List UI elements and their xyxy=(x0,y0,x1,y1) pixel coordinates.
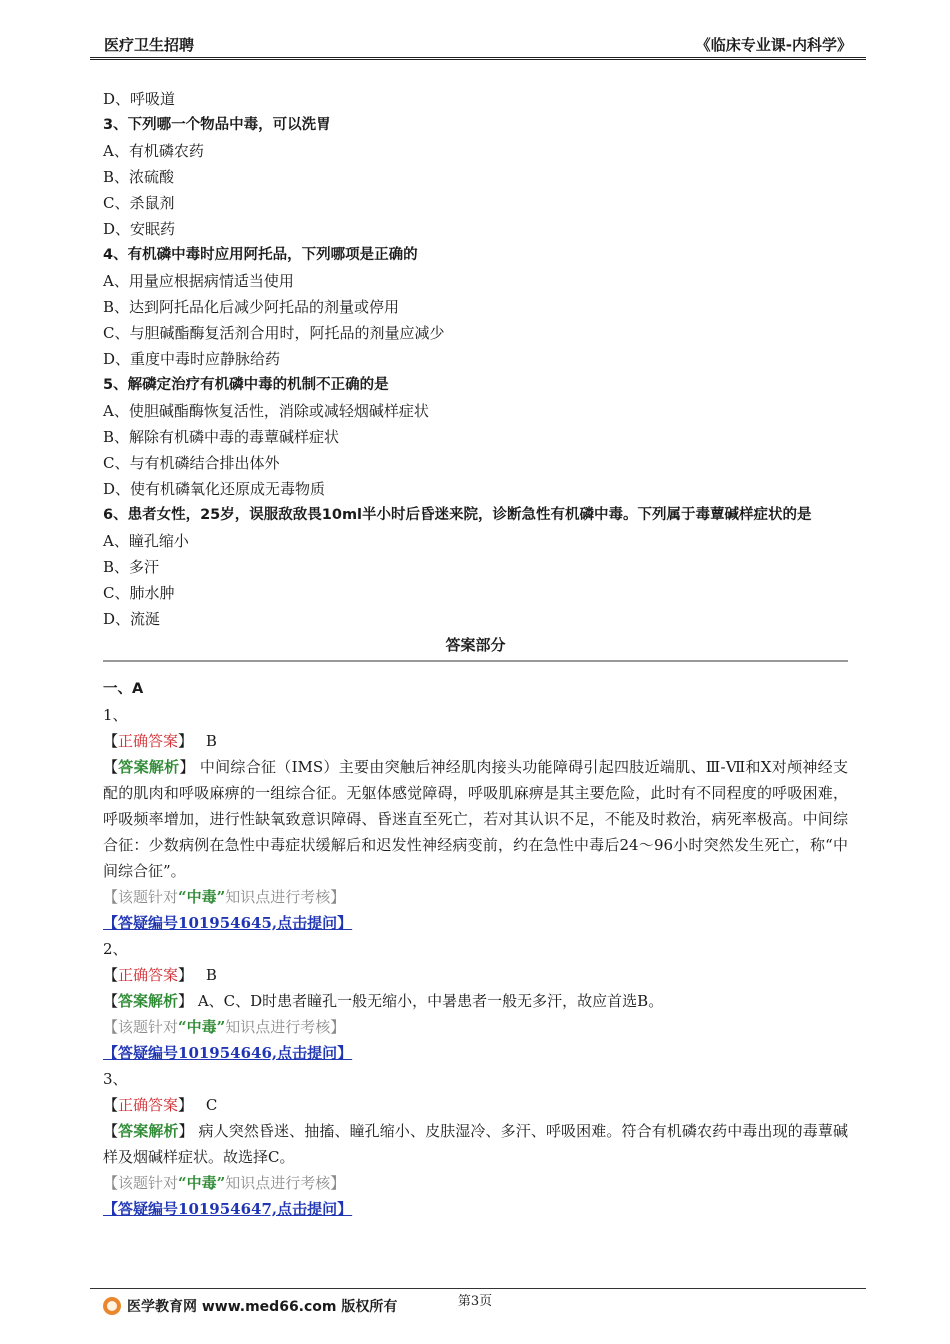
correct-answer-label: 正确答案 xyxy=(118,966,179,984)
header-right-title: 《临床专业课-内科学》 xyxy=(695,36,852,54)
topic-name: “中毒” xyxy=(178,1174,226,1192)
question-text: 4、有机磷中毒时应用阿托品，下列哪项是正确的 xyxy=(103,247,418,263)
option-text: B、解除有机磷中毒的毒蕈碱样症状 xyxy=(103,428,340,446)
correct-answer-value: B xyxy=(205,732,217,750)
page-number: 第3页 xyxy=(457,1294,493,1309)
topic-note xyxy=(103,884,848,910)
bracket-close: 】 xyxy=(179,758,195,776)
topic-prefix: 【该题针对 xyxy=(103,888,179,906)
question-text: 5、解磷定治疗有机磷中毒的机制不正确的是 xyxy=(103,377,389,393)
header-left-title: 医疗卫生招聘 xyxy=(104,36,195,54)
answer-section-title: 答案部分 xyxy=(103,632,848,662)
topic-prefix: 【该题针对 xyxy=(103,1018,179,1036)
answer-item xyxy=(103,1066,848,1222)
answer-part-heading: 一、A xyxy=(103,681,144,697)
topic-note xyxy=(103,1170,848,1196)
answer-list xyxy=(103,702,848,1222)
footer-divider xyxy=(90,1288,866,1289)
correct-answer-value: C xyxy=(205,1096,218,1114)
page-header xyxy=(90,30,866,60)
answer-analysis xyxy=(103,1118,848,1170)
question-6-option: B、多汗 xyxy=(103,558,160,576)
correct-answer-label: 正确答案 xyxy=(118,732,179,750)
footer-logo xyxy=(103,1295,397,1317)
med66-logo-icon xyxy=(103,1297,121,1315)
question-lines xyxy=(103,86,848,502)
answer-analysis xyxy=(103,988,848,1014)
question-6-option: D、流涎 xyxy=(103,610,161,628)
analysis-text: 病人突然昏迷、抽搐、瞳孔缩小、皮肤湿冷、多汗、呼吸困难。符合有机磷农药中毒出现的毒蕈碱样及烟碱样症状。故选择C。 xyxy=(103,1122,848,1166)
question-6 xyxy=(103,502,848,528)
option-text: B、达到阿托品化后减少阿托品的剂量或停用 xyxy=(103,298,400,316)
correct-answer-row xyxy=(103,1092,848,1118)
answer-item xyxy=(103,702,848,936)
ask-question-link[interactable]: 【答疑编号101954647,点击提问】 xyxy=(103,1200,353,1218)
bracket-open: 【 xyxy=(103,1096,119,1114)
answer-number: 3、 xyxy=(103,1070,128,1088)
answer-item xyxy=(103,936,848,1066)
correct-answer-value: B xyxy=(205,966,217,984)
topic-suffix: 知识点进行考核】 xyxy=(225,1174,346,1192)
option-text: A、用量应根据病情适当使用 xyxy=(103,272,294,290)
question-text: 3、下列哪一个物品中毒，可以洗胃 xyxy=(103,117,331,133)
option-text: D、呼吸道 xyxy=(103,90,176,108)
option-text: B、浓硫酸 xyxy=(103,168,175,186)
topic-name: “中毒” xyxy=(178,888,226,906)
analysis-label: 答案解析 xyxy=(118,992,179,1010)
ask-question-row xyxy=(103,1196,848,1222)
bracket-open: 【 xyxy=(103,732,119,750)
ask-question-link[interactable]: 【答疑编号101954646,点击提问】 xyxy=(103,1044,353,1062)
option-text: C、与胆碱酯酶复活剂合用时，阿托品的剂量应减少 xyxy=(103,324,445,342)
footer-site-text: 医学教育网 www.med66.com 版权所有 xyxy=(127,1299,398,1315)
option-text: D、使有机磷氧化还原成无毒物质 xyxy=(103,480,326,498)
analysis-label: 答案解析 xyxy=(118,1122,179,1140)
topic-name: “中毒” xyxy=(178,1018,226,1036)
analysis-text: A、C、D时患者瞳孔一般无缩小，中暑患者一般无多汗，故应首选B。 xyxy=(197,992,664,1010)
analysis-text: 中间综合征（IMS）主要由突触后神经肌肉接头功能障碍引起四肢近端肌、Ⅲ-Ⅶ和Ⅹ对颅神经支配的肌肉和呼吸麻痹的一组综合征。无躯体感觉障碍，呼吸肌麻痹是其主要危险，此时有不同程度的呼吸困难，呼吸频率增加，进行性缺氧致意识障碍、昏迷直至死亡，若对其认识不足，不能及时救治，病死率极高。中间综合征：少数病例在急性中毒症状缓解后和迟发性神经病变前，约在急性中毒后24～96小时突然发生死亡，称“中间综合征”。 xyxy=(103,758,848,880)
option-text: C、与有机磷结合排出体外 xyxy=(103,454,280,472)
ask-question-link[interactable]: 【答疑编号101954645,点击提问】 xyxy=(103,914,353,932)
option-text: D、安眠药 xyxy=(103,220,176,238)
topic-prefix: 【该题针对 xyxy=(103,1174,179,1192)
bracket-close: 】 xyxy=(178,732,194,750)
bracket-close: 】 xyxy=(178,1122,194,1140)
correct-answer-label: 正确答案 xyxy=(118,1096,179,1114)
bracket-open: 【 xyxy=(103,966,119,984)
topic-note xyxy=(103,1014,848,1040)
option-text: C、杀鼠剂 xyxy=(103,194,175,212)
question-6-text: 6、患者女性，25岁，误服敌敌畏10ml半小时后昏迷来院，诊断急性有机磷中毒。下列属于毒蕈碱样症状的是 xyxy=(103,507,812,523)
bracket-close: 】 xyxy=(178,966,194,984)
bracket-open: 【 xyxy=(103,758,119,776)
document-body xyxy=(103,86,848,1222)
answer-analysis xyxy=(103,754,848,884)
analysis-label: 答案解析 xyxy=(118,758,180,776)
option-text: D、重度中毒时应静脉给药 xyxy=(103,350,281,368)
bracket-open: 【 xyxy=(103,992,119,1010)
ask-question-row xyxy=(103,910,848,936)
option-text: A、使胆碱酯酶恢复活性，消除或减轻烟碱样症状 xyxy=(103,402,429,420)
correct-answer-row xyxy=(103,728,848,754)
ask-question-row xyxy=(103,1040,848,1066)
topic-suffix: 知识点进行考核】 xyxy=(225,1018,346,1036)
option-text: A、有机磷农药 xyxy=(103,142,204,160)
question-6-option: A、瞳孔缩小 xyxy=(103,532,189,550)
question-6-option: C、肺水肿 xyxy=(103,584,175,602)
bracket-close: 】 xyxy=(178,1096,194,1114)
bracket-close: 】 xyxy=(178,992,194,1010)
correct-answer-row xyxy=(103,962,848,988)
answer-number: 2、 xyxy=(103,940,128,958)
answer-number: 1、 xyxy=(103,706,128,724)
bracket-open: 【 xyxy=(103,1122,119,1140)
topic-suffix: 知识点进行考核】 xyxy=(225,888,346,906)
